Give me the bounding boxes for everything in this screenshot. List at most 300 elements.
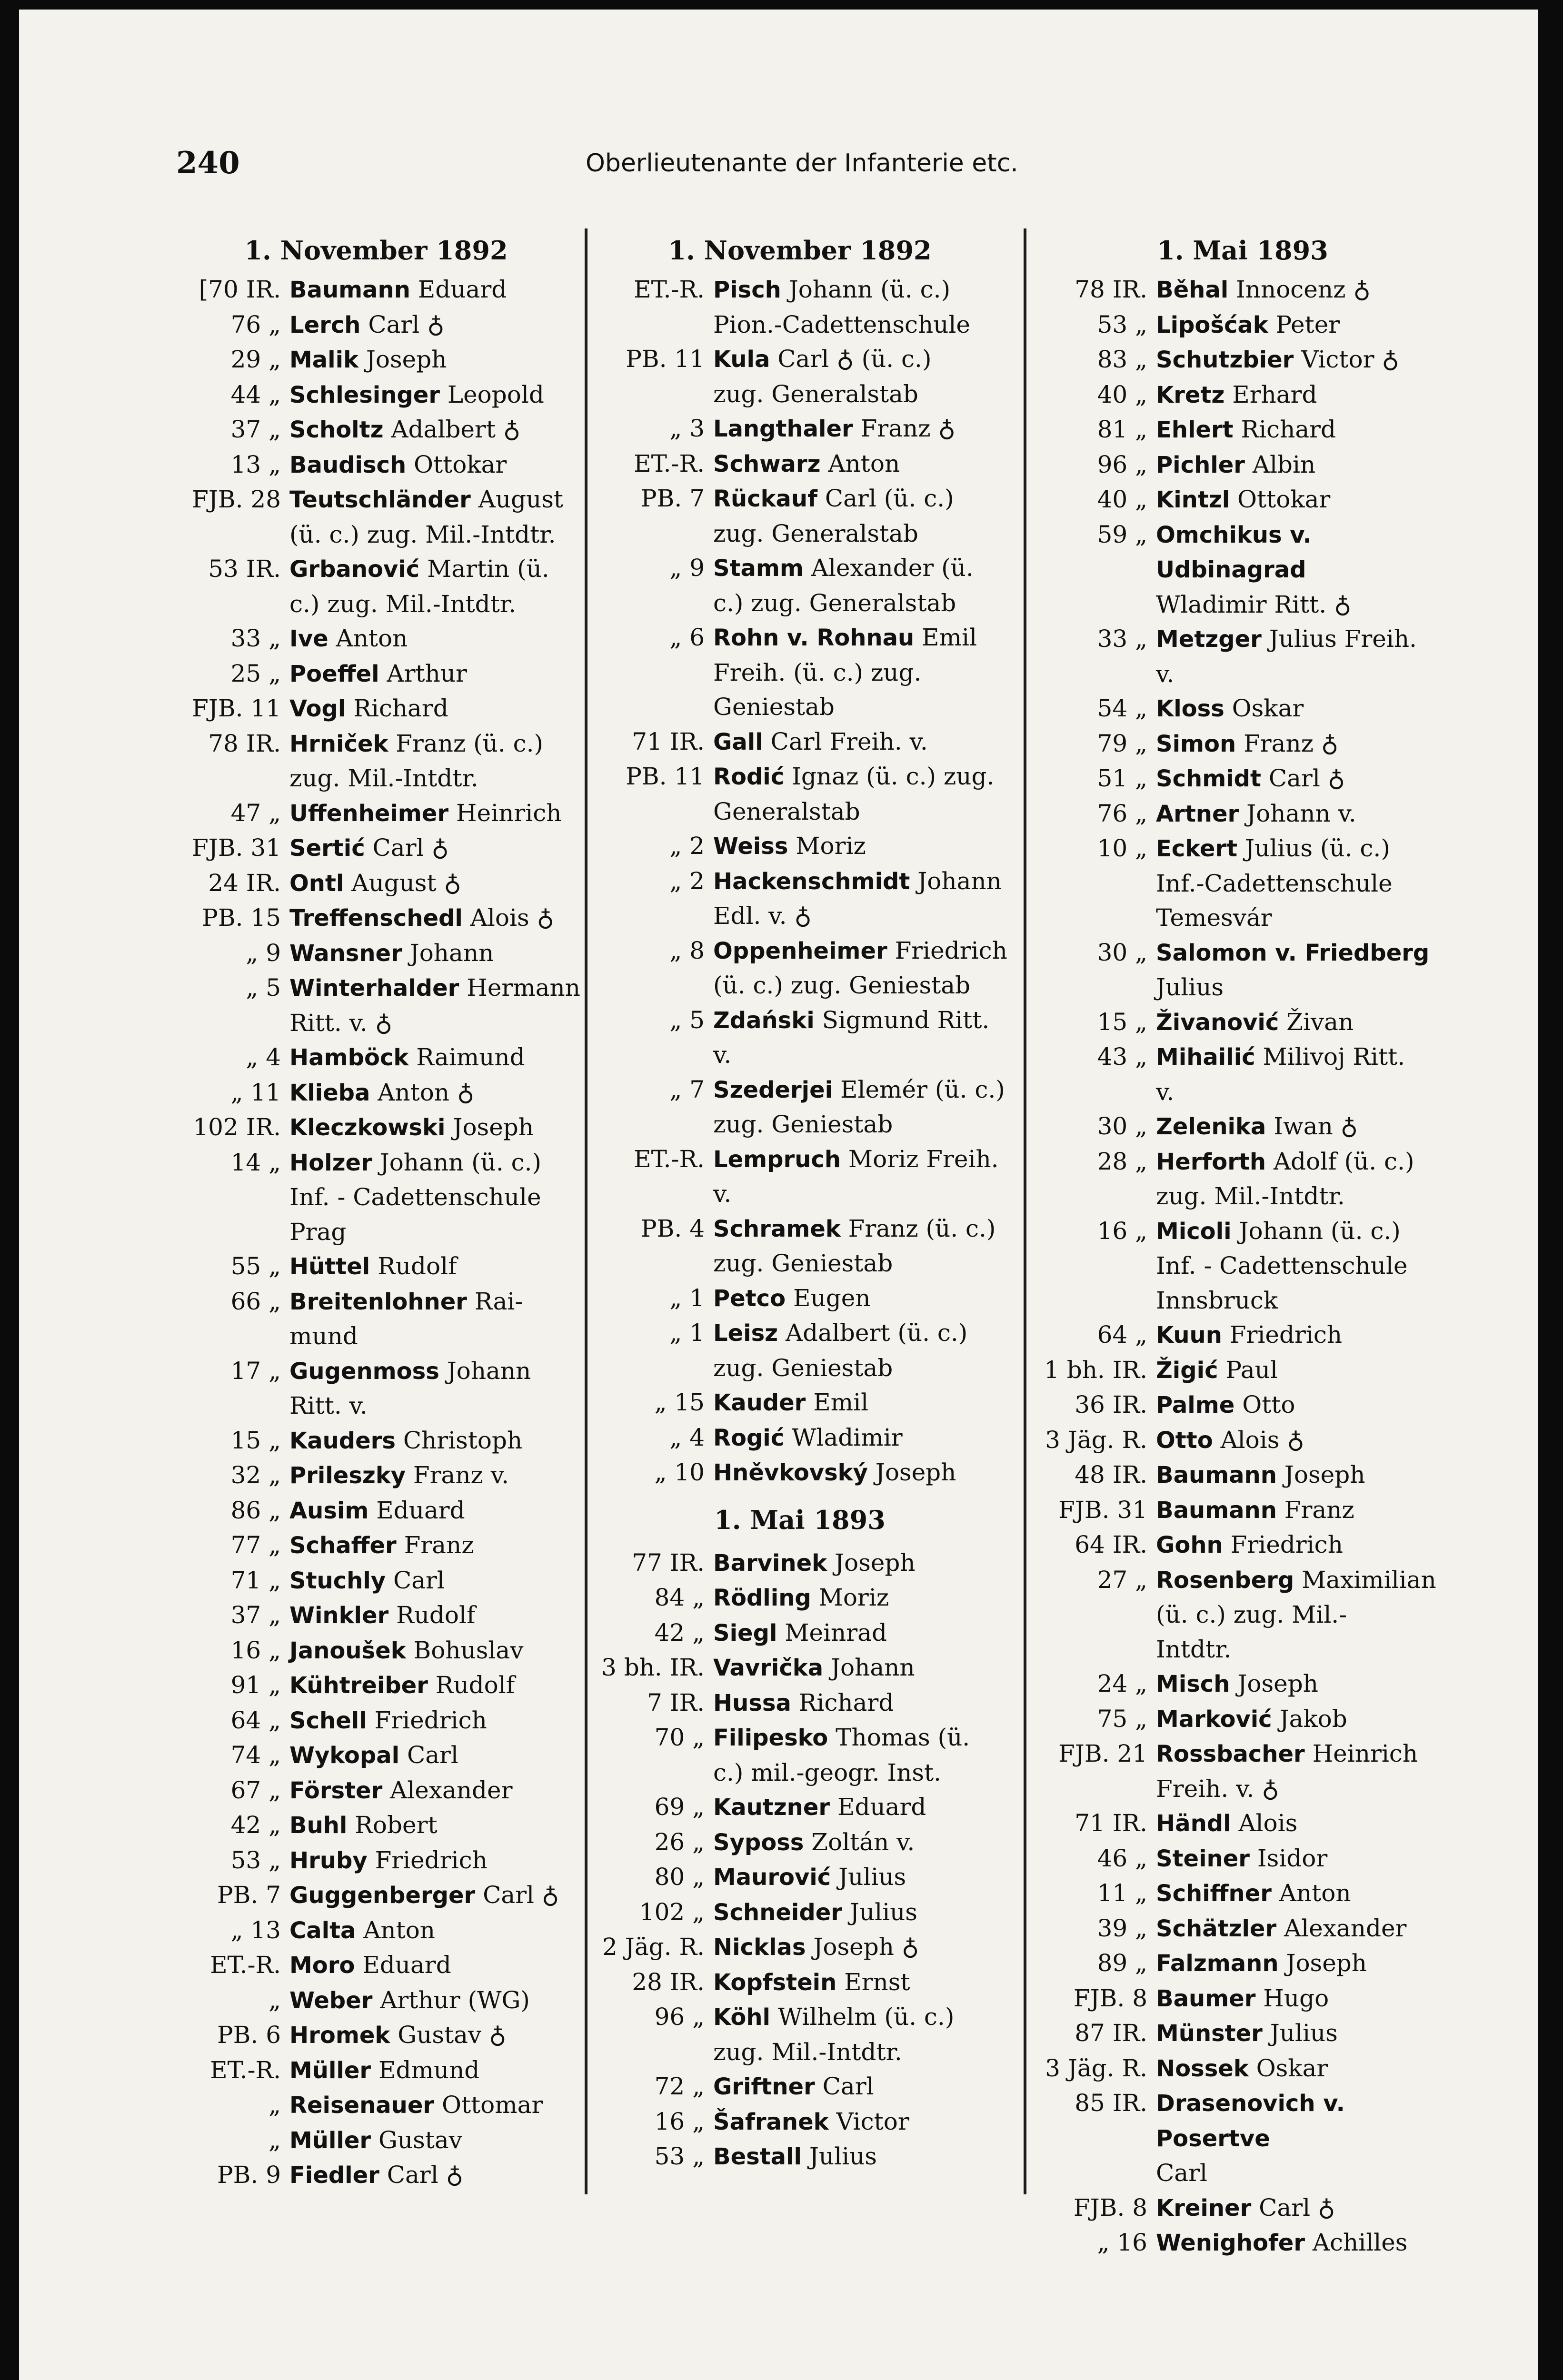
unit-label: 70 „ xyxy=(654,1724,705,1751)
given-name: Erhard xyxy=(1225,380,1317,408)
surname: Moro xyxy=(289,1952,355,1979)
entry-text xyxy=(713,933,1009,1003)
given-name: Carl ♁ xyxy=(475,1881,559,1909)
surname: Eckert xyxy=(1156,835,1238,862)
surname: Zdański xyxy=(713,1007,815,1034)
surname: Vavrička xyxy=(713,1655,824,1681)
unit-label: „ 5 xyxy=(246,974,281,1002)
given-name: Moriz xyxy=(788,832,866,860)
unit-label: FJB. 11 xyxy=(192,694,281,722)
entry-text xyxy=(289,2018,586,2053)
unit-label: FJB. 31 xyxy=(1058,1496,1147,1524)
unit-label: 72 „ xyxy=(654,2073,705,2100)
officer-entry xyxy=(167,482,586,552)
officer-entry xyxy=(167,2053,586,2088)
unit-label: „ 7 xyxy=(669,1075,705,1103)
surname: Szederjei xyxy=(713,1076,833,1103)
surname: Wansner xyxy=(289,940,402,967)
unit-label: PB. 15 xyxy=(202,904,281,932)
continuation-line: zug. Generalstab xyxy=(713,519,918,547)
unit-label: 66 „ xyxy=(230,1287,281,1315)
entry-text xyxy=(289,1040,586,1075)
given-name: Carl ♁ xyxy=(360,310,445,338)
entry-text xyxy=(713,1965,1009,2000)
surname: Palme xyxy=(1156,1392,1235,1418)
unit-label: 84 „ xyxy=(654,1584,705,1611)
entry-text xyxy=(713,1211,1009,1281)
entry-text xyxy=(289,1075,586,1111)
officer-entry xyxy=(1033,2191,1452,2226)
continuation-line: zug. Generalstab xyxy=(713,380,918,408)
unit-label: „ xyxy=(269,1986,281,2014)
given-name: Jakob xyxy=(1272,1705,1347,1733)
unit-label: 10 „ xyxy=(1097,834,1147,862)
unit-label: PB. 11 xyxy=(626,763,705,790)
officer-entry xyxy=(590,2139,1009,2174)
continuation-line: (ü. c.) zug. Geniestab xyxy=(713,972,971,999)
given-name: Anton ♁ xyxy=(370,1078,475,1106)
unit-label: „ 8 xyxy=(669,936,705,964)
unit-label: 3 bh. IR. xyxy=(601,1654,705,1681)
surname: Siegl xyxy=(713,1619,777,1646)
entry-text xyxy=(713,272,1009,342)
surname: Kauder xyxy=(713,1389,806,1416)
surname: Janoušek xyxy=(289,1637,406,1664)
given-name: Joseph xyxy=(1276,1461,1365,1488)
surname: Rossbacher xyxy=(1156,1741,1305,1767)
officer-entry xyxy=(167,1913,586,1948)
officer-entry xyxy=(167,1808,586,1843)
entry-text xyxy=(289,1878,586,1913)
unit-label: „ 15 xyxy=(654,1388,705,1416)
officer-entry xyxy=(590,1546,1009,1581)
surname: Hrniček xyxy=(289,730,388,757)
entry-text xyxy=(289,1843,586,1878)
given-name: Zoltán v. xyxy=(804,1828,915,1856)
entry-text xyxy=(1156,377,1452,413)
officer-entry xyxy=(167,1110,586,1145)
surname: Lipošćak xyxy=(1156,311,1268,338)
surname: Kopfstein xyxy=(713,1969,837,1996)
officer-entry xyxy=(167,901,586,936)
column-divider xyxy=(1024,228,1026,2194)
continuation-line: Inf.-Cadettenschule xyxy=(1156,869,1393,897)
unit-label: 96 „ xyxy=(1097,450,1147,478)
given-name: Alexander (ü. xyxy=(803,554,974,582)
officer-entry xyxy=(1033,2016,1452,2051)
officer-entry xyxy=(1033,935,1452,1005)
unit-label: 30 „ xyxy=(1097,938,1147,966)
entry-text xyxy=(713,620,1009,724)
entry-text xyxy=(1156,517,1452,622)
entry-text xyxy=(289,2088,586,2123)
page-header xyxy=(176,145,1509,193)
entry-text xyxy=(1156,482,1452,517)
running-title: Oberlieutenante der Infanterie etc. xyxy=(586,149,1018,178)
given-name: Julius Freih. xyxy=(1261,625,1417,653)
given-name: Hermann xyxy=(459,974,580,1002)
surname: Schwarz xyxy=(713,450,821,477)
continuation-line: Prag xyxy=(289,1218,347,1246)
given-name: Joseph xyxy=(1278,1949,1367,1977)
continuation-line: zug. Geniestab xyxy=(713,1250,893,1277)
entry-text xyxy=(289,1284,586,1354)
unit-label: 64 IR. xyxy=(1075,1531,1147,1558)
officer-entry xyxy=(1033,1214,1452,1318)
unit-label: ET.-R. xyxy=(634,1145,705,1173)
given-name: Martin (ü. xyxy=(419,555,549,583)
given-name: Carl xyxy=(386,1566,445,1594)
surname: Herforth xyxy=(1156,1148,1266,1175)
given-name: Gustav ♁ xyxy=(390,2021,507,2049)
officer-entry xyxy=(1033,1423,1452,1458)
surname: Wykopal xyxy=(289,1742,400,1769)
surname: Marković xyxy=(1156,1706,1272,1733)
surname: Micoli xyxy=(1156,1218,1232,1245)
given-name: Edmund xyxy=(371,2056,480,2084)
given-name: Anton xyxy=(356,1916,436,1944)
officer-entry xyxy=(1033,796,1452,832)
officer-entry xyxy=(167,1633,586,1668)
officer-entry xyxy=(1033,1666,1452,1702)
officer-entry xyxy=(590,1003,1009,1072)
entry-text xyxy=(713,1546,1009,1581)
unit-label: 55 „ xyxy=(230,1252,281,1280)
given-name: Albin xyxy=(1244,450,1316,478)
entry-text xyxy=(289,1738,586,1773)
surname: Kuun xyxy=(1156,1322,1222,1349)
entry-text xyxy=(1156,935,1452,1005)
officer-entry xyxy=(1033,1040,1452,1109)
unit-label: PB. 7 xyxy=(217,1881,281,1909)
surname: Schätzler xyxy=(1156,1915,1277,1942)
surname: Treffenschedl xyxy=(289,905,463,932)
surname: Hněvkovský xyxy=(713,1459,868,1486)
officer-entry xyxy=(1033,726,1452,762)
officer-entry xyxy=(1033,342,1452,377)
given-name: Carl ♁ xyxy=(365,834,449,862)
officer-entry xyxy=(590,1072,1009,1142)
unit-label: 15 „ xyxy=(1097,1008,1147,1036)
given-name: Carl ♁ xyxy=(1261,764,1345,792)
unit-label: 3 Jäg. R. xyxy=(1045,2054,1147,2082)
entry-text xyxy=(289,2123,586,2158)
unit-label: „ 4 xyxy=(669,1423,705,1451)
surname: Schmidt xyxy=(1156,765,1261,792)
entry-text xyxy=(289,1249,586,1284)
given-name: Iwan ♁ xyxy=(1266,1112,1358,1140)
unit-label: 16 „ xyxy=(654,2107,705,2135)
unit-label: 30 „ xyxy=(1097,1112,1147,1140)
unit-label: 102 „ xyxy=(639,1898,705,1926)
surname: Grbanović xyxy=(289,556,420,583)
continuation-line: Carl xyxy=(1156,2159,1207,2187)
officer-entry xyxy=(1033,761,1452,796)
surname: Rohn v. Rohnau xyxy=(713,625,915,651)
entry-text xyxy=(289,1493,586,1528)
given-name: Richard xyxy=(346,694,448,722)
officer-entry xyxy=(167,2088,586,2123)
entry-text xyxy=(1156,1736,1452,1806)
surname: Hamböck xyxy=(289,1044,409,1071)
unit-label: 24 IR. xyxy=(208,869,281,897)
given-name: Milivoj Ritt. xyxy=(1255,1043,1405,1071)
continuation-line: Julius xyxy=(1156,973,1224,1001)
officer-entry xyxy=(167,2123,586,2158)
unit-label: 78 IR. xyxy=(208,729,281,757)
surname: Nicklas xyxy=(713,1934,806,1961)
unit-label: „ 4 xyxy=(246,1043,281,1071)
given-name: Adalbert (ü. c.) xyxy=(778,1319,968,1347)
surname: Rückauf xyxy=(713,486,817,512)
officer-entry xyxy=(1033,1005,1452,1040)
entry-text xyxy=(713,2000,1009,2069)
unit-label: 53 „ xyxy=(230,1846,281,1874)
officer-entry xyxy=(590,1686,1009,1721)
unit-label: 71 IR. xyxy=(632,727,705,755)
officer-entry xyxy=(1033,447,1452,483)
given-name: Ernst xyxy=(836,1968,910,1996)
entry-text xyxy=(289,831,586,866)
given-name: Friedrich xyxy=(367,1846,488,1874)
unit-label: „ xyxy=(269,2091,281,2119)
entry-text xyxy=(289,726,586,796)
unit-label: 27 „ xyxy=(1097,1566,1147,1594)
unit-label: 54 „ xyxy=(1097,694,1147,722)
surname: Pichler xyxy=(1156,451,1245,478)
surname: Stamm xyxy=(713,555,804,582)
entry-text xyxy=(713,1825,1009,1860)
entry-text xyxy=(1156,796,1452,832)
officer-entry xyxy=(1033,2225,1452,2261)
given-name: Julius (ü. c.) xyxy=(1237,834,1390,862)
surname: Sertić xyxy=(289,835,365,862)
unit-label: 25 „ xyxy=(230,659,281,687)
given-name: Isidor xyxy=(1249,1844,1328,1872)
entry-text xyxy=(713,864,1009,933)
entry-text xyxy=(713,1650,1009,1686)
entry-text xyxy=(713,759,1009,829)
officer-entry xyxy=(590,1790,1009,1825)
unit-label: 96 „ xyxy=(654,2003,705,2031)
given-name: Johann v. xyxy=(1239,799,1356,827)
surname: Salomon v. Friedberg xyxy=(1156,939,1430,966)
officer-entry xyxy=(590,1965,1009,2000)
given-name: Carl ♁ (ü. c.) xyxy=(770,345,932,373)
surname: Kloss xyxy=(1156,695,1225,722)
unit-label: ET.-R. xyxy=(634,449,705,477)
entry-text xyxy=(713,1281,1009,1316)
surname: Rodić xyxy=(713,764,785,790)
surname: Schneider xyxy=(713,1899,842,1926)
given-name: Alois ♁ xyxy=(1213,1426,1304,1454)
given-name: Joseph ♁ xyxy=(806,1933,919,1961)
entry-text xyxy=(713,1790,1009,1825)
officer-entry xyxy=(1033,1109,1452,1144)
unit-label: 67 „ xyxy=(230,1776,281,1804)
continuation-line: Pion.-Cadettenschule xyxy=(713,310,971,338)
unit-label: 81 „ xyxy=(1097,416,1147,443)
surname: Barvinek xyxy=(713,1549,827,1577)
unit-label: 11 „ xyxy=(1097,1879,1147,1907)
unit-label: 42 „ xyxy=(654,1618,705,1646)
given-name: Franz v. xyxy=(406,1461,509,1489)
entry-text xyxy=(1156,1563,1452,1667)
entry-text xyxy=(1156,831,1452,935)
surname: Gohn xyxy=(1156,1532,1223,1558)
surname: Petco xyxy=(713,1285,786,1312)
entry-text xyxy=(289,1703,586,1738)
continuation-line: v. xyxy=(1156,1078,1175,1106)
given-name: Raimund xyxy=(408,1043,525,1071)
given-name: Robert xyxy=(347,1811,438,1839)
continuation-line: zug. Mil.-Intdtr. xyxy=(713,2038,902,2066)
unit-label: 64 „ xyxy=(230,1706,281,1734)
officer-entry xyxy=(167,2158,586,2193)
officer-entry xyxy=(167,726,586,796)
column-3 xyxy=(1033,233,1452,2256)
entry-text xyxy=(1156,1666,1452,1702)
unit-label: PB. 7 xyxy=(641,485,705,512)
continuation-line: zug. Geniestab xyxy=(713,1354,893,1382)
book-page xyxy=(19,10,1538,2380)
section-heading: 1. November 1892 xyxy=(244,235,508,266)
continuation-line: Inf. - Cadettenschule xyxy=(289,1183,541,1211)
unit-label: 83 „ xyxy=(1097,346,1147,373)
given-name: Emil xyxy=(914,624,977,651)
continuation-line: Generalstab xyxy=(713,797,860,825)
entry-text xyxy=(1156,1946,1452,1981)
continuation-line: v. xyxy=(713,1180,732,1208)
surname: Rogić xyxy=(713,1424,785,1451)
unit-label: „ 9 xyxy=(246,939,281,967)
unit-label: FJB. 31 xyxy=(192,834,281,862)
officer-entry xyxy=(167,971,586,1040)
entry-text xyxy=(1156,447,1452,483)
officer-entry xyxy=(167,1773,586,1808)
continuation-line: Freih. (ü. c.) zug. xyxy=(713,658,922,686)
unit-label: PB. 9 xyxy=(217,2161,281,2189)
given-name: Julius xyxy=(831,1863,906,1891)
surname: Guggenberger xyxy=(289,1882,476,1909)
entry-text xyxy=(713,1072,1009,1142)
officer-entry xyxy=(1033,412,1452,447)
officer-entry xyxy=(167,1249,586,1284)
surname: Teutschländer xyxy=(289,486,471,513)
unit-label: 40 „ xyxy=(1097,380,1147,408)
entry-text xyxy=(289,1808,586,1843)
given-name: Emil xyxy=(806,1388,869,1416)
entry-text xyxy=(1156,412,1452,447)
surname: Ontl xyxy=(289,870,344,897)
entry-text xyxy=(289,307,586,343)
surname: Schaffer xyxy=(289,1532,397,1559)
surname: Winkler xyxy=(289,1602,389,1629)
unit-label: 15 „ xyxy=(230,1426,281,1454)
unit-label: 29 „ xyxy=(230,346,281,373)
continuation-line: Ritt. v. xyxy=(289,1392,368,1419)
entry-text xyxy=(1156,1841,1452,1876)
officer-entry xyxy=(590,342,1009,411)
given-name: Franz ♁ xyxy=(853,415,956,442)
officer-entry xyxy=(167,447,586,483)
given-name: Heinrich xyxy=(1304,1740,1418,1767)
given-name: Meinrad xyxy=(777,1618,887,1646)
entry-text xyxy=(289,691,586,726)
continuation-line: zug. Mil.-Intdtr. xyxy=(289,764,478,792)
officer-entry xyxy=(590,1385,1009,1420)
unit-label: 102 IR. xyxy=(193,1113,281,1141)
entry-text xyxy=(1156,1318,1452,1353)
unit-label: 69 „ xyxy=(654,1793,705,1821)
given-name: Sigmund Ritt. xyxy=(814,1006,990,1034)
unit-label: 74 „ xyxy=(230,1741,281,1769)
unit-label: 3 Jäg. R. xyxy=(1045,1426,1147,1454)
given-name: Adolf (ü. c.) xyxy=(1266,1147,1414,1175)
entry-text xyxy=(713,1142,1009,1211)
unit-label: FJB. 21 xyxy=(1058,1740,1147,1767)
surname: Ehlert xyxy=(1156,416,1234,443)
surname: Reisenauer xyxy=(289,2092,435,2119)
surname: Uffenheimer xyxy=(289,800,449,827)
officer-entry xyxy=(590,2069,1009,2104)
given-name: Elemér (ü. c.) xyxy=(833,1075,1005,1103)
given-name: Carl xyxy=(815,2073,874,2100)
surname: Langthaler xyxy=(713,416,853,442)
officer-entry xyxy=(167,1354,586,1423)
surname: Breitenlohner xyxy=(289,1288,467,1315)
surname: Vogl xyxy=(289,695,346,722)
given-name: Victor xyxy=(828,2107,909,2135)
entry-text xyxy=(1156,1388,1452,1423)
officer-entry xyxy=(1033,377,1452,413)
officer-entry xyxy=(590,1142,1009,1211)
unit-label: 16 „ xyxy=(1097,1217,1147,1245)
unit-label: 28 „ xyxy=(1097,1147,1147,1175)
given-name: Victor ♁ xyxy=(1294,346,1399,373)
entry-text xyxy=(289,656,586,692)
entry-text xyxy=(289,412,586,447)
given-name: Arthur (WG) xyxy=(372,1986,530,2014)
officer-entry xyxy=(1033,1493,1452,1528)
given-name: Ottokar xyxy=(406,450,507,478)
entry-text xyxy=(289,796,586,831)
officer-entry xyxy=(167,1983,586,2018)
officer-entry xyxy=(1033,2086,1452,2191)
officer-entry xyxy=(590,933,1009,1003)
given-name: Anton xyxy=(820,449,900,477)
continuation-line: c.) zug. Generalstab xyxy=(713,589,956,617)
given-name: Friedrich xyxy=(887,936,1007,964)
entry-text xyxy=(713,481,1009,551)
entry-text xyxy=(289,936,586,971)
surname: Lerch xyxy=(289,311,361,338)
unit-label: 46 „ xyxy=(1097,1844,1147,1872)
continuation-line: (ü. c.) zug. Mil.- xyxy=(1156,1601,1347,1628)
entry-text xyxy=(713,1420,1009,1456)
given-name: Friedrich xyxy=(1222,1321,1343,1349)
officer-entry xyxy=(167,1948,586,1983)
surname: Baumann xyxy=(289,277,410,303)
surname: Hussa xyxy=(713,1689,791,1716)
surname: Živanović xyxy=(1156,1009,1279,1036)
surname: Falzmann xyxy=(1156,1950,1279,1977)
given-name: Carl xyxy=(399,1741,458,1769)
entry-text xyxy=(1156,2225,1452,2261)
officer-entry xyxy=(1033,1806,1452,1841)
entry-text xyxy=(289,552,586,621)
officer-entry xyxy=(1033,1876,1452,1911)
